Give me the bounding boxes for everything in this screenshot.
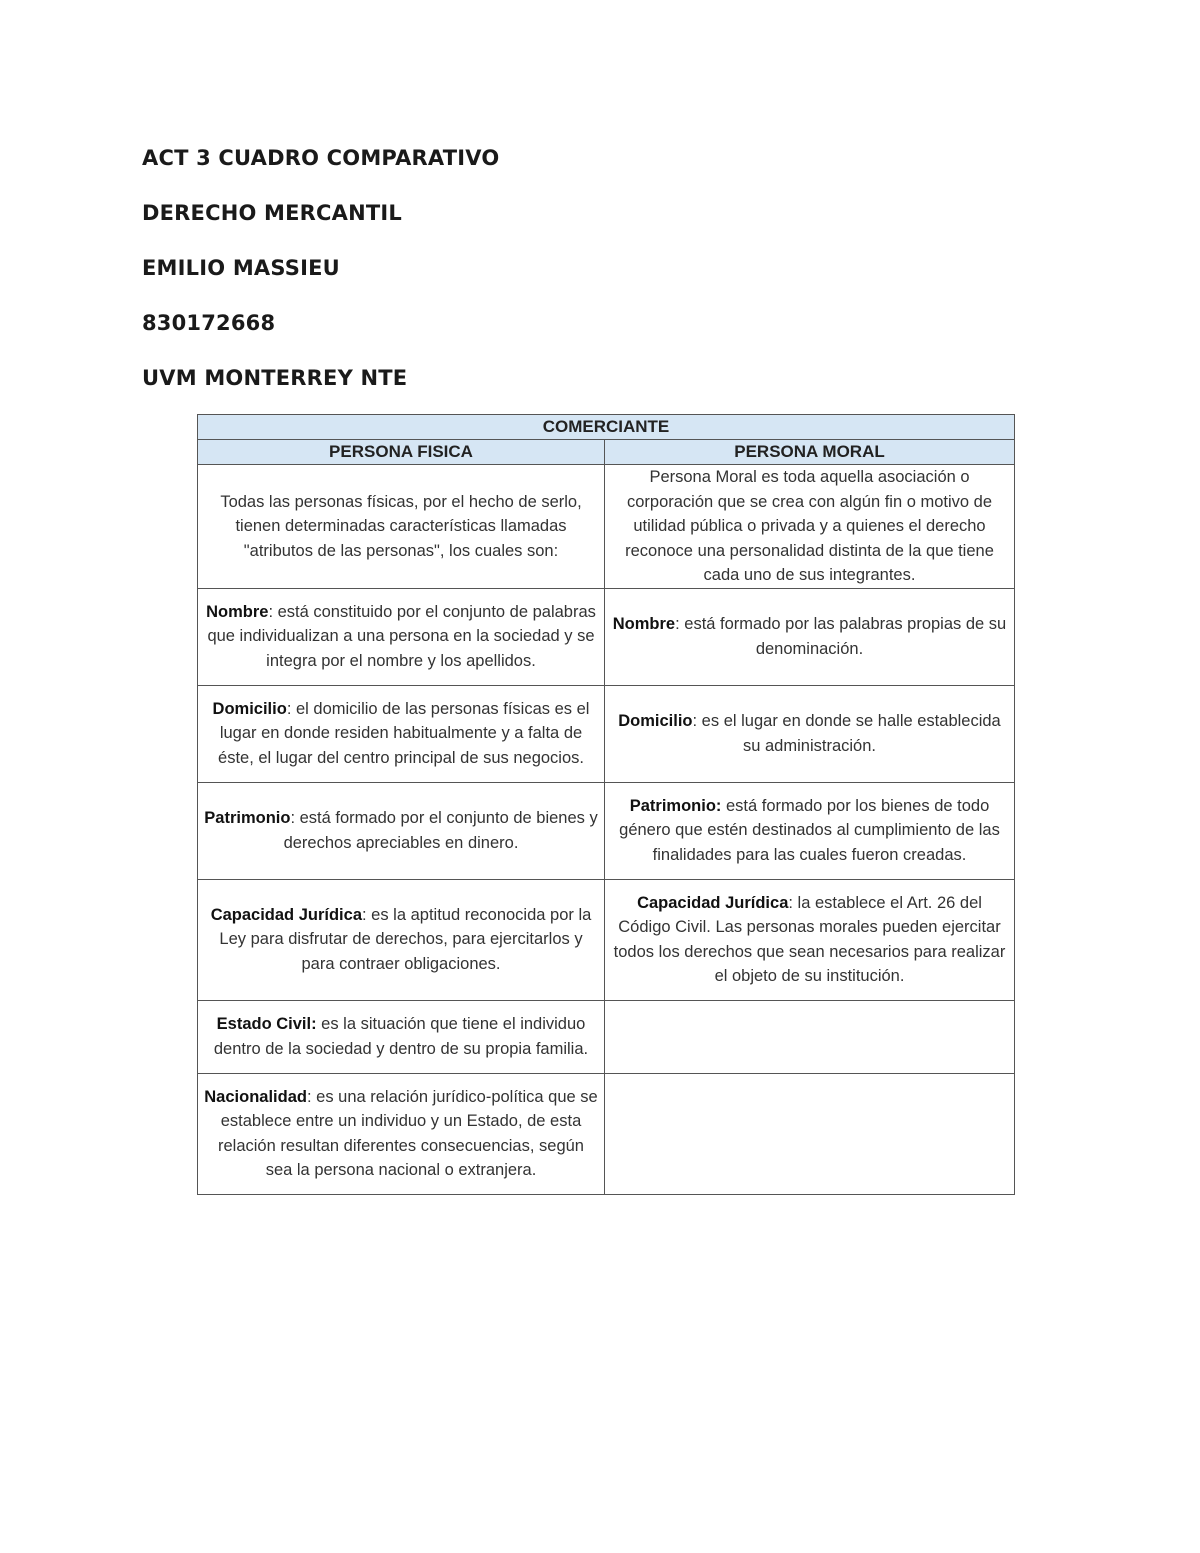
table-row	[198, 782, 1015, 879]
cell-term: Nombre	[612, 615, 676, 633]
cell-text: : la establece el Art. 26 del Código Civil. Las personas morales pueden ejercitar todos los derechos que sean necesarios para realizar el objeto de su institución.	[613, 893, 1006, 985]
cell-term: Estado Civil:	[216, 1015, 317, 1033]
cell-text: : el domicilio de las personas físicas es el lugar en donde residen habitualmente y a falta de éste, el lugar del centro principal de sus negocios.	[218, 699, 590, 767]
table-title: COMERCIANTE	[198, 415, 1015, 440]
table-cell-empty	[605, 1073, 1015, 1194]
cell-term: Domicilio	[618, 712, 693, 730]
student-name: EMILIO MASSIEU	[142, 256, 340, 280]
cell-text: : está formado por el conjunto de bienes y derechos apreciables en dinero.	[283, 809, 598, 852]
course-name: DERECHO MERCANTIL	[142, 201, 403, 225]
table-cell	[605, 588, 1015, 685]
student-id: 830172668	[142, 311, 276, 335]
cell-term: Nombre	[206, 602, 269, 621]
assignment-title: ACT 3 CUADRO COMPARATIVO	[142, 146, 500, 170]
column-header-persona-fisica: PERSONA FISICA	[198, 440, 605, 465]
cell-text: : está constituido por el conjunto de palabras que individualizan a una persona en la sociedad y se integra por el nombre y los apellidos.	[207, 602, 596, 670]
document-header	[142, 143, 842, 418]
comparison-table	[197, 414, 1015, 1195]
table-row	[198, 879, 1015, 1000]
table-row	[198, 1000, 1015, 1073]
table-cell	[198, 685, 605, 782]
cell-term: Patrimonio	[204, 809, 291, 827]
cell-text: : está formado por las palabras propias de su denominación.	[675, 615, 1007, 658]
table-cell	[198, 879, 605, 1000]
table-row	[198, 1073, 1015, 1194]
cell-text: : es la aptitud reconocida por la Ley para disfrutar de derechos, para ejercitarlos y para contraer obligaciones.	[219, 905, 592, 973]
table-cell	[605, 782, 1015, 879]
cell-term: Patrimonio:	[629, 796, 722, 815]
cell-text: es la situación que tiene el individuo dentro de la sociedad y dentro de su propia familia.	[213, 1015, 589, 1058]
table-cell	[198, 782, 605, 879]
cell-text: : es el lugar en donde se halle establecida su administración.	[692, 712, 1001, 755]
table-row	[198, 465, 1015, 589]
table-cell	[605, 685, 1015, 782]
comparison-table-wrapper	[197, 414, 1014, 1195]
cell-text: Persona Moral es toda aquella asociación o corporación que se crea con algún fin o motivo de utilidad pública o privada y a quienes el derecho reconoce una personalidad distinta de la que tiene cada uno de sus integrantes.	[625, 468, 994, 584]
cell-term: Nacionalidad	[204, 1087, 307, 1106]
table-cell	[198, 1000, 605, 1073]
table-cell	[198, 1073, 605, 1194]
table-cell	[198, 465, 605, 589]
table-row	[198, 588, 1015, 685]
table-cell	[605, 465, 1015, 589]
column-header-persona-moral: PERSONA MORAL	[605, 440, 1015, 465]
cell-term: Domicilio	[212, 699, 287, 718]
table-cell	[198, 588, 605, 685]
cell-term: Capacidad Jurídica	[637, 893, 789, 912]
cell-term: Capacidad Jurídica	[210, 905, 362, 924]
table-cell-empty	[605, 1000, 1015, 1073]
cell-text: : es una relación jurídico-política que se establece entre un individuo y un Estado, de esta relación resultan diferentes consecuencias, según sea la persona nacional o extranjera.	[218, 1087, 598, 1179]
cell-text: está formado por los bienes de todo género que estén destinados al cumplimiento de las finalidades para las cuales fueron creadas.	[619, 796, 1000, 864]
cell-text: Todas las personas físicas, por el hecho de serlo, tienen determinadas características llamadas "atributos de las personas", los cuales son:	[220, 492, 582, 560]
table-row	[198, 685, 1015, 782]
table-cell	[605, 879, 1015, 1000]
campus-name: UVM MONTERREY NTE	[142, 366, 408, 390]
